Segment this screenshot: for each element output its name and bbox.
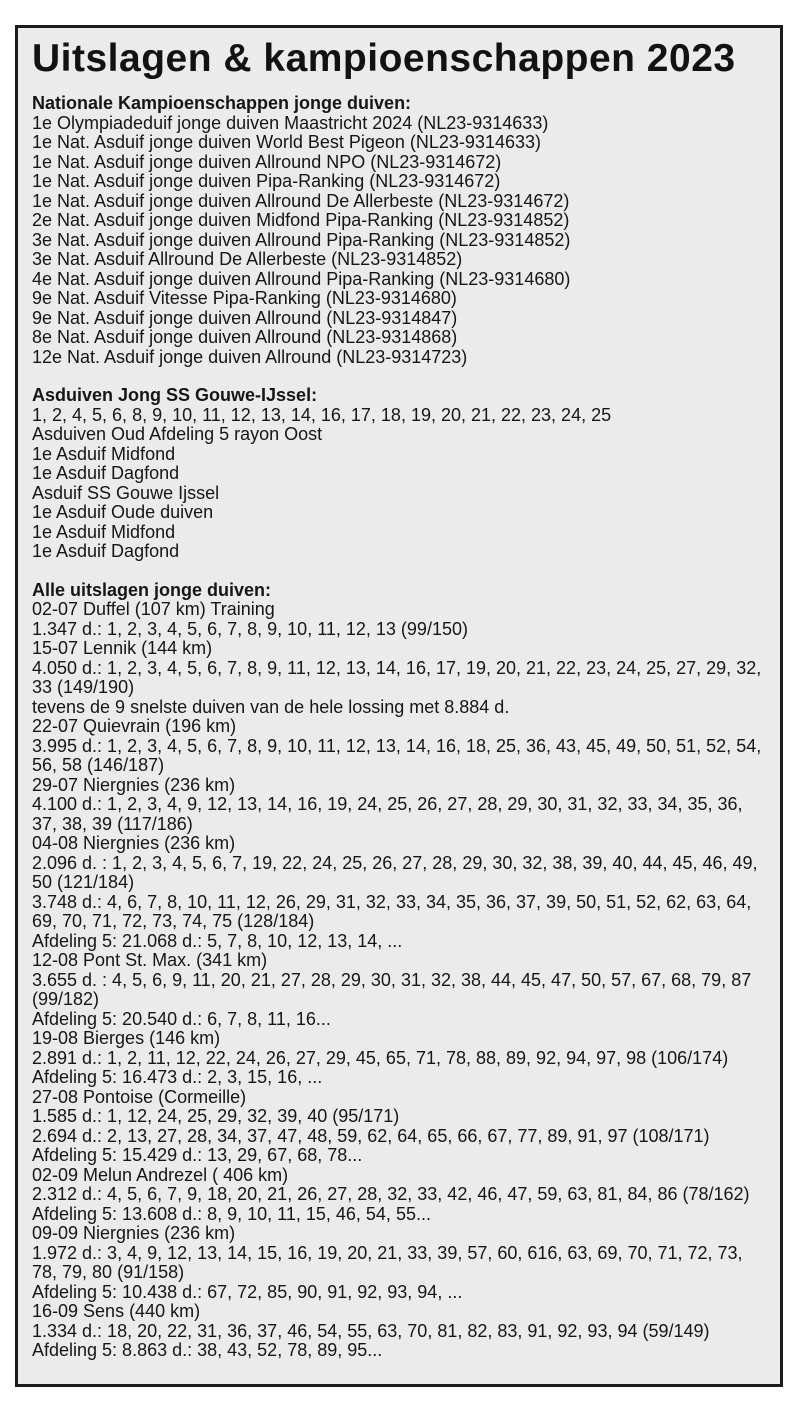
result-line: 2.096 d. : 1, 2, 3, 4, 5, 6, 7, 19, 22, 24, 25, 26, 27, 28, 29, 30, 32, 38, 39, 40, 44, 45, 46, 49, 50 (121/184) (32, 852, 758, 893)
result-line: 9e Nat. Asduif Vitesse Pipa-Ranking (NL23-9314680) (32, 288, 457, 309)
sections-container (32, 94, 766, 1361)
result-line: 1e Nat. Asduif jonge duiven Allround NPO (NL23-9314672) (32, 151, 502, 172)
result-line: Asduiven Oud Afdeling 5 rayon Oost (32, 424, 323, 445)
result-line: 19-08 Bierges (146 km) (32, 1028, 221, 1049)
result-line: 2.312 d.: 4, 5, 6, 7, 9, 18, 20, 21, 26, 27, 28, 32, 33, 42, 46, 47, 59, 63, 81, 84, 86 (78/162) (32, 1184, 750, 1205)
result-line: 1e Asduif Oude duiven (32, 502, 214, 523)
result-line: 1e Asduif Midfond (32, 443, 176, 464)
section-1 (32, 94, 766, 367)
result-line: 1e Nat. Asduif jonge duiven Pipa-Ranking (NL23-9314672) (32, 171, 501, 192)
result-line: 2e Nat. Asduif jonge duiven Midfond Pipa-Ranking (NL23-9314852) (32, 210, 570, 231)
result-line: 3.655 d. : 4, 5, 6, 9, 11, 20, 21, 27, 28, 29, 30, 31, 32, 38, 44, 45, 47, 50, 57, 67, 68, 79, 87 (99/182) (32, 969, 752, 1010)
result-line: Asduif SS Gouwe Ijssel (32, 482, 220, 503)
result-line: tevens de 9 snelste duiven van de hele lossing met 8.884 d. (32, 696, 510, 717)
result-line: 1e Olympiadeduif jonge duiven Maastricht 2024 (NL23-9314633) (32, 112, 549, 133)
result-line: 3.995 d.: 1, 2, 3, 4, 5, 6, 7, 8, 9, 10, 11, 12, 13, 14, 16, 18, 25, 36, 43, 45, 49, 50, 51, 52, 54, 56, 58 (146/187) (32, 735, 762, 776)
results-card (15, 25, 783, 1387)
result-line: 02-09 Melun Andrezel ( 406 km) (32, 1164, 289, 1185)
result-line: 29-07 Niergnies (236 km) (32, 774, 236, 795)
result-line: 1.347 d.: 1, 2, 3, 4, 5, 6, 7, 8, 9, 10, 11, 12, 13 (99/150) (32, 618, 468, 639)
result-line: 3.748 d.: 4, 6, 7, 8, 10, 11, 12, 26, 29, 31, 32, 33, 34, 35, 36, 37, 39, 50, 51, 52, 62, 63, 64, 69, 70, 71, 72, 73, 74, 75 (128/184) (32, 891, 752, 932)
result-line: 1.585 d.: 1, 12, 24, 25, 29, 32, 39, 40 (95/171) (32, 1106, 400, 1127)
result-line: 22-07 Quievrain (196 km) (32, 716, 237, 737)
result-line: 8e Nat. Asduif jonge duiven Allround (NL23-9314868) (32, 327, 458, 348)
result-line: Afdeling 5: 16.473 d.: 2, 3, 15, 16, ... (32, 1067, 323, 1088)
result-line: 09-09 Niergnies (236 km) (32, 1223, 236, 1244)
result-line: 12-08 Pont St. Max. (341 km) (32, 950, 268, 971)
result-line: 1.334 d.: 18, 20, 22, 31, 36, 37, 46, 54, 55, 63, 70, 81, 82, 83, 91, 92, 93, 94 (59/149) (32, 1320, 710, 1341)
page-title: Uitslagen & kampioenschappen 2023 (32, 37, 736, 80)
result-line: 12e Nat. Asduif jonge duiven Allround (NL23-9314723) (32, 346, 468, 367)
result-line: 04-08 Niergnies (236 km) (32, 833, 236, 854)
result-line: 02-07 Duffel (107 km) Training (32, 599, 275, 620)
result-line: 4.100 d.: 1, 2, 3, 4, 9, 12, 13, 14, 16, 19, 24, 25, 26, 27, 28, 29, 30, 31, 32, 33, 34, 35, 36, 37, 38, 39 (117/186) (32, 794, 743, 834)
result-line: 16-09 Sens (440 km) (32, 1301, 201, 1322)
result-line: 3e Nat. Asduif jonge duiven Allround Pipa-Ranking (NL23-9314852) (32, 229, 571, 250)
result-line: Afdeling 5: 15.429 d.: 13, 29, 67, 68, 78... (32, 1145, 363, 1166)
result-line: 2.694 d.: 2, 13, 27, 28, 34, 37, 47, 48, 59, 62, 64, 65, 66, 67, 77, 89, 91, 97 (108/171) (32, 1125, 710, 1146)
result-line: 1e Asduif Dagfond (32, 541, 180, 562)
result-line: 3e Nat. Asduif Allround De Allerbeste (NL23-9314852) (32, 249, 463, 270)
result-line: Afdeling 5: 20.540 d.: 6, 7, 8, 11, 16... (32, 1008, 331, 1029)
section-heading: Nationale Kampioenschappen jonge duiven: (32, 93, 412, 114)
result-line: 1e Nat. Asduif jonge duiven Allround De Allerbeste (NL23-9314672) (32, 190, 570, 211)
result-line: Afdeling 5: 21.068 d.: 5, 7, 8, 10, 12, 13, 14, ... (32, 930, 403, 951)
result-line: 1e Asduif Midfond (32, 521, 176, 542)
section-3 (32, 581, 766, 1361)
result-line: 1e Asduif Dagfond (32, 463, 180, 484)
result-line: Afdeling 5: 8.863 d.: 38, 43, 52, 78, 89, 95... (32, 1340, 383, 1361)
result-line: 15-07 Lennik (144 km) (32, 638, 213, 659)
result-line: 27-08 Pontoise (Cormeille) (32, 1086, 247, 1107)
result-line: 1, 2, 4, 5, 6, 8, 9, 10, 11, 12, 13, 14, 16, 17, 18, 19, 20, 21, 22, 23, 24, 25 (32, 404, 612, 425)
result-line: 1e Nat. Asduif jonge duiven World Best Pigeon (NL23-9314633) (32, 132, 541, 153)
section-heading: Asduiven Jong SS Gouwe-IJssel: (32, 385, 318, 406)
result-line: 4e Nat. Asduif jonge duiven Allround Pipa-Ranking (NL23-9314680) (32, 268, 571, 289)
result-line: 2.891 d.: 1, 2, 11, 12, 22, 24, 26, 27, 29, 45, 65, 71, 78, 88, 89, 92, 94, 97, 98 (106/174) (32, 1047, 729, 1068)
result-line: 4.050 d.: 1, 2, 3, 4, 5, 6, 7, 8, 9, 11, 12, 13, 14, 16, 17, 19, 20, 21, 22, 23, 24, 25, 27, 29, 32, 33 (149/190) (32, 657, 762, 698)
result-line: Afdeling 5: 13.608 d.: 8, 9, 10, 11, 15, 46, 54, 55... (32, 1203, 431, 1224)
result-line: Afdeling 5: 10.438 d.: 67, 72, 85, 90, 91, 92, 93, 94, ... (32, 1281, 463, 1302)
section-2 (32, 386, 766, 562)
result-line: 9e Nat. Asduif jonge duiven Allround (NL23-9314847) (32, 307, 458, 328)
section-heading: Alle uitslagen jonge duiven: (32, 579, 272, 600)
result-line: 1.972 d.: 3, 4, 9, 12, 13, 14, 15, 16, 19, 20, 21, 33, 39, 57, 60, 616, 63, 69, 70, 71, 72, 73, 78, 79, 80 (91/158) (32, 1242, 743, 1283)
